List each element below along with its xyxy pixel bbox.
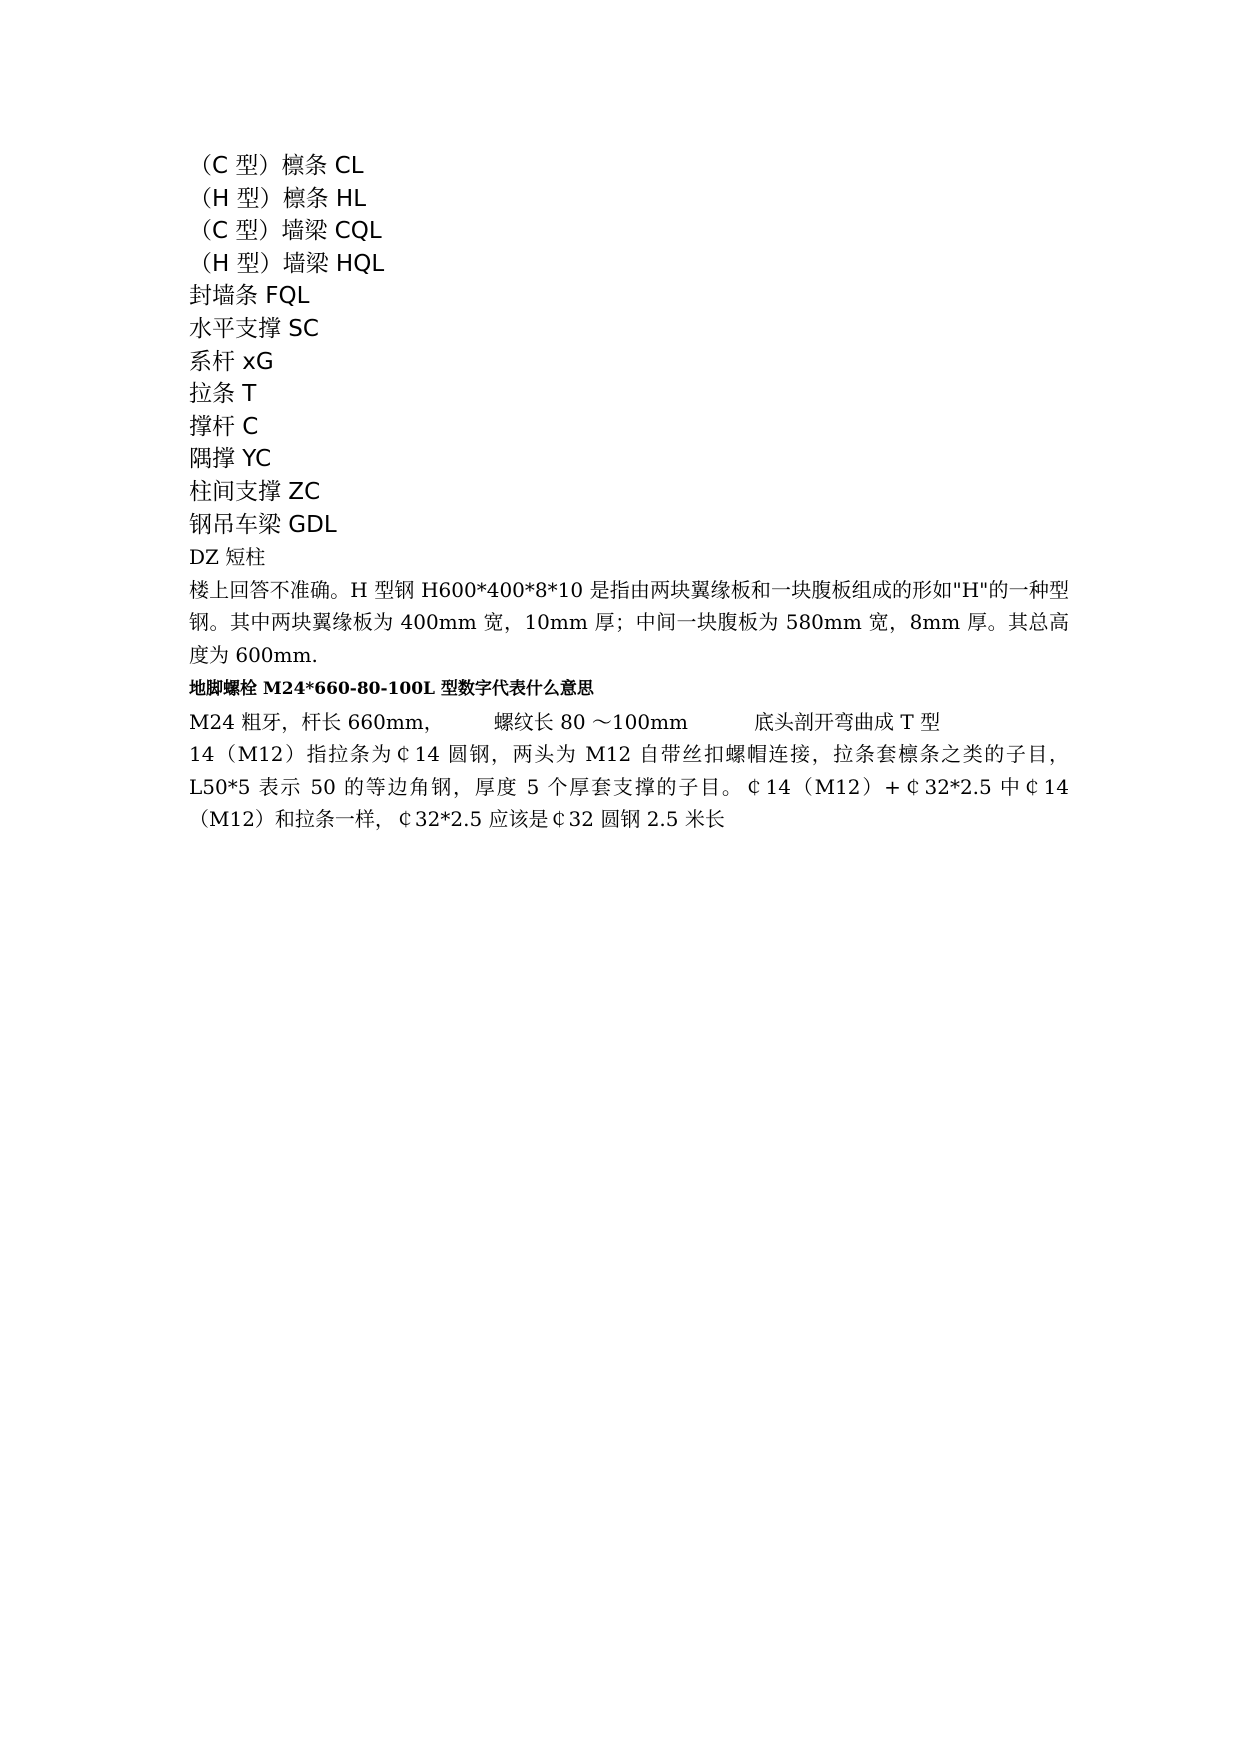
term-h-wall-beam: （H 型）墙梁 HQL (189, 250, 385, 277)
term-crane-beam: 钢吊车梁 GDL (189, 511, 337, 538)
term-horizontal-brace: 水平支撑 SC (189, 315, 319, 342)
h-steel-paragraph: 楼上回答不准确。H 型钢 H600*400*8*10 是指由两块翼缘板和一块腹板组成的形如"H"的一种型钢。其中两块翼缘板为 400mm 宽，10mm 厚；中间一块腹板为 580mm 宽，8mm 厚。其总高度为 600mm. (189, 577, 1069, 667)
anchor-bolt-answer (189, 706, 1069, 739)
bolt-answer-part3: 底头剖开弯曲成 T 型 (754, 709, 941, 734)
term-h-purlin: （H 型）檩条 HL (189, 185, 367, 212)
bolt-answer-part1: M24 粗牙，杆长 660mm， (189, 709, 444, 734)
dz-short-column-line: DZ 短柱 (189, 545, 266, 570)
term-tie-bar: 系杆 xG (189, 348, 274, 375)
term-strut: 撑杆 C (189, 413, 259, 440)
term-tension-rod: 拉条 T (189, 381, 257, 408)
tie-rod-paragraph: 14（M12）指拉条为￠14 圆钢，两头为 M12 自带丝扣螺帽连接，拉条套檩条之类的子目，L50*5 表示 50 的等边角钢，厚度 5 个厚套支撑的子目。￠14（M12）+￠32*2.5 中￠14（M12）和拉条一样，￠32*2.5 应该是￠32 圆钢 2.5 米长 (189, 742, 1069, 832)
document-content (189, 150, 1069, 836)
term-c-wall-beam: （C 型）墙梁 CQL (189, 218, 382, 245)
bolt-answer-part2: 螺纹长 80 ～100mm (493, 709, 689, 734)
term-column-brace: 柱间支撑 ZC (189, 478, 321, 505)
term-c-purlin: （C 型）檩条 CL (189, 153, 364, 179)
term-knee-brace: 隅撑 YC (189, 446, 272, 473)
term-sealing-strip: 封墙条 FQL (189, 283, 310, 310)
anchor-bolt-heading: 地脚螺栓 M24*660-80-100L 型数字代表什么意思 (189, 678, 594, 699)
